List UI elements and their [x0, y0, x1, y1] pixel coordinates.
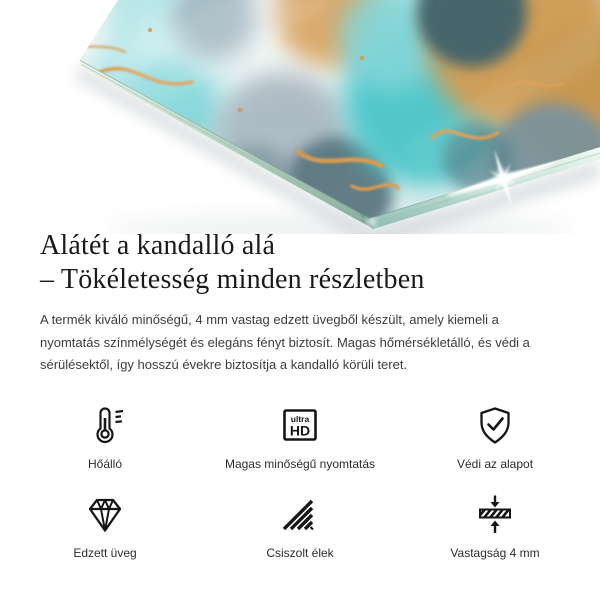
page-title — [40, 229, 425, 297]
feature-ultra-hd-print — [170, 404, 430, 471]
diamond-icon — [83, 493, 127, 537]
ultra-hd-icon — [278, 404, 322, 448]
thermometer-icon — [83, 404, 127, 448]
feature-polished-edges — [170, 493, 430, 560]
svg-text:ultra: ultra — [290, 414, 310, 424]
feature-heat-resistant — [40, 404, 170, 471]
feature-label: Csiszolt élek — [266, 546, 334, 560]
product-description: A termék kiváló minőségű, 4 mm vastag edzett üvegből készült, amely kiemeli a nyomtatás színmélységét és elegáns fényt biztosít. Magas hőmérsékletálló, és védi a sérülésektől, így hosszú évekre biztosítja a kandalló körüli teret. — [40, 312, 530, 372]
feature-protects-base — [430, 404, 560, 471]
feature-label: Edzett üveg — [73, 546, 137, 560]
glass-panel-illustration — [0, 0, 600, 234]
thickness-4mm-icon — [473, 493, 517, 537]
feature-label: Magas minőségű nyomtatás — [224, 457, 376, 471]
feature-tempered-glass — [40, 493, 170, 560]
feature-label: Hőálló — [87, 457, 123, 471]
polished-edges-icon — [278, 493, 322, 537]
page-title-line2: – Tökéletesség minden részletben — [40, 264, 425, 295]
feature-label: Vastagság 4 mm — [450, 546, 540, 560]
feature-label: Védi az alapot — [456, 457, 534, 471]
features-grid — [40, 404, 560, 560]
shield-check-icon — [473, 404, 517, 448]
product-photo — [0, 0, 600, 234]
feature-thickness-4mm — [430, 493, 560, 560]
svg-text:HD: HD — [289, 422, 311, 439]
page-title-line1: Alátét a kandalló alá — [40, 230, 276, 261]
